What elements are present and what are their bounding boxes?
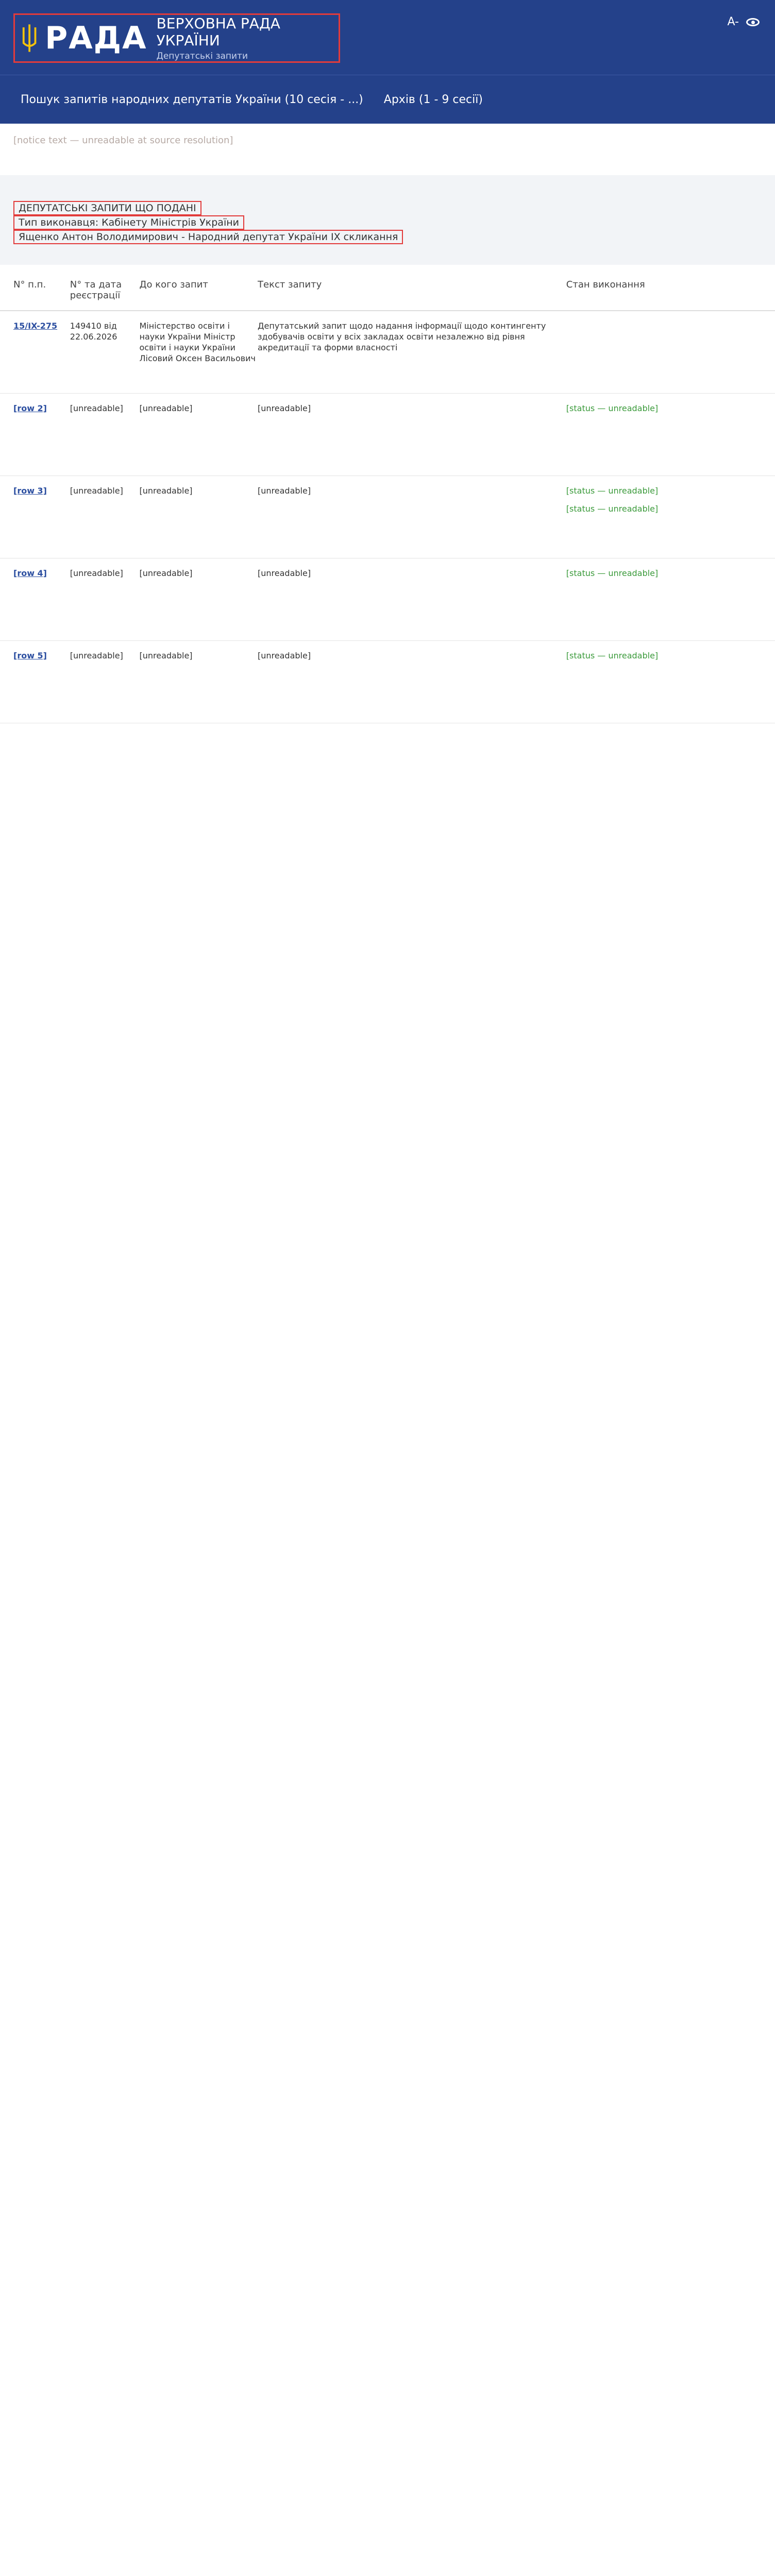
main-nav xyxy=(0,75,775,124)
status-link[interactable]: [status — unreadable] xyxy=(566,486,659,496)
request-text: [unreadable] xyxy=(258,651,311,660)
trident-icon xyxy=(21,23,38,54)
reg-number: [unreadable] xyxy=(70,486,123,496)
notice-text: [notice text — unreadable at source resolution] xyxy=(0,124,775,175)
col-status: Стан виконання xyxy=(566,279,645,290)
request-link[interactable]: [row 5] xyxy=(13,651,47,660)
status-cell xyxy=(566,320,762,384)
request-text: [unreadable] xyxy=(258,403,311,413)
status-link[interactable]: [status — unreadable] xyxy=(566,568,659,578)
reg-number: 149410 від 22.06.2026 xyxy=(70,321,117,342)
reg-number: [unreadable] xyxy=(70,568,123,578)
filter-executor: Тип виконавця: Кабінету Міністрів України xyxy=(13,215,244,230)
request-text: Депутатський запит щодо надання інформації щодо контингенту здобувачів освіти у всіх закладах освіти незалежно від рівня акредитації та форми власності xyxy=(258,321,546,352)
eye-icon[interactable] xyxy=(746,18,760,26)
table-row xyxy=(0,558,775,641)
filter-deputy: Ященко Антон Володимирович - Народний депутат України IX скликання xyxy=(13,230,403,244)
status-cell xyxy=(566,403,762,466)
table-header xyxy=(0,265,775,311)
table-row xyxy=(0,311,775,394)
brand-word: РАДА xyxy=(45,20,147,56)
col-to: До кого запит xyxy=(139,279,208,290)
table-row xyxy=(0,641,775,723)
font-size-toggle[interactable]: A- xyxy=(727,15,739,28)
request-text: [unreadable] xyxy=(258,568,311,578)
status-link[interactable]: [status — unreadable] xyxy=(566,504,659,514)
request-link[interactable]: 15/IX-275 xyxy=(13,321,58,331)
nav-search[interactable]: Пошук запитів народних депутатів України (10 сесія - ...) xyxy=(21,93,363,106)
table-body xyxy=(0,311,775,723)
col-text: Текст запиту xyxy=(258,279,322,290)
addressee: [unreadable] xyxy=(139,568,193,578)
filter-summary xyxy=(0,175,775,265)
addressee: [unreadable] xyxy=(139,486,193,496)
site-tagline: Депутатські запити xyxy=(156,51,248,61)
site-logo[interactable] xyxy=(13,13,340,63)
status-cell xyxy=(566,485,762,549)
status-cell xyxy=(566,568,762,631)
reg-number: [unreadable] xyxy=(70,403,123,413)
addressee: [unreadable] xyxy=(139,651,193,660)
addressee: [unreadable] xyxy=(139,403,193,413)
status-cell xyxy=(566,650,762,714)
request-text: [unreadable] xyxy=(258,486,311,496)
request-link[interactable]: [row 2] xyxy=(13,403,47,413)
reg-number: [unreadable] xyxy=(70,651,123,660)
site-title: ВЕРХОВНА РАДА УКРАЇНИ xyxy=(156,15,280,49)
request-link[interactable]: [row 4] xyxy=(13,568,47,578)
col-reg: N° та дата реєстрації xyxy=(70,279,122,301)
table-row xyxy=(0,476,775,558)
site-header xyxy=(0,0,775,75)
status-link[interactable]: [status — unreadable] xyxy=(566,403,659,413)
request-link[interactable]: [row 3] xyxy=(13,486,47,496)
nav-archive[interactable]: Архів (1 - 9 сесії) xyxy=(383,93,483,106)
col-num: N° п.п. xyxy=(13,279,46,290)
addressee: Міністерство освіти і науки України Міністр освіти і науки України Лісовий Оксен Васильович xyxy=(139,321,256,363)
table-row xyxy=(0,394,775,476)
status-link[interactable]: [status — unreadable] xyxy=(566,651,659,660)
filter-title: ДЕПУТАТСЬКІ ЗАПИТИ ЩО ПОДАНІ xyxy=(13,201,201,215)
